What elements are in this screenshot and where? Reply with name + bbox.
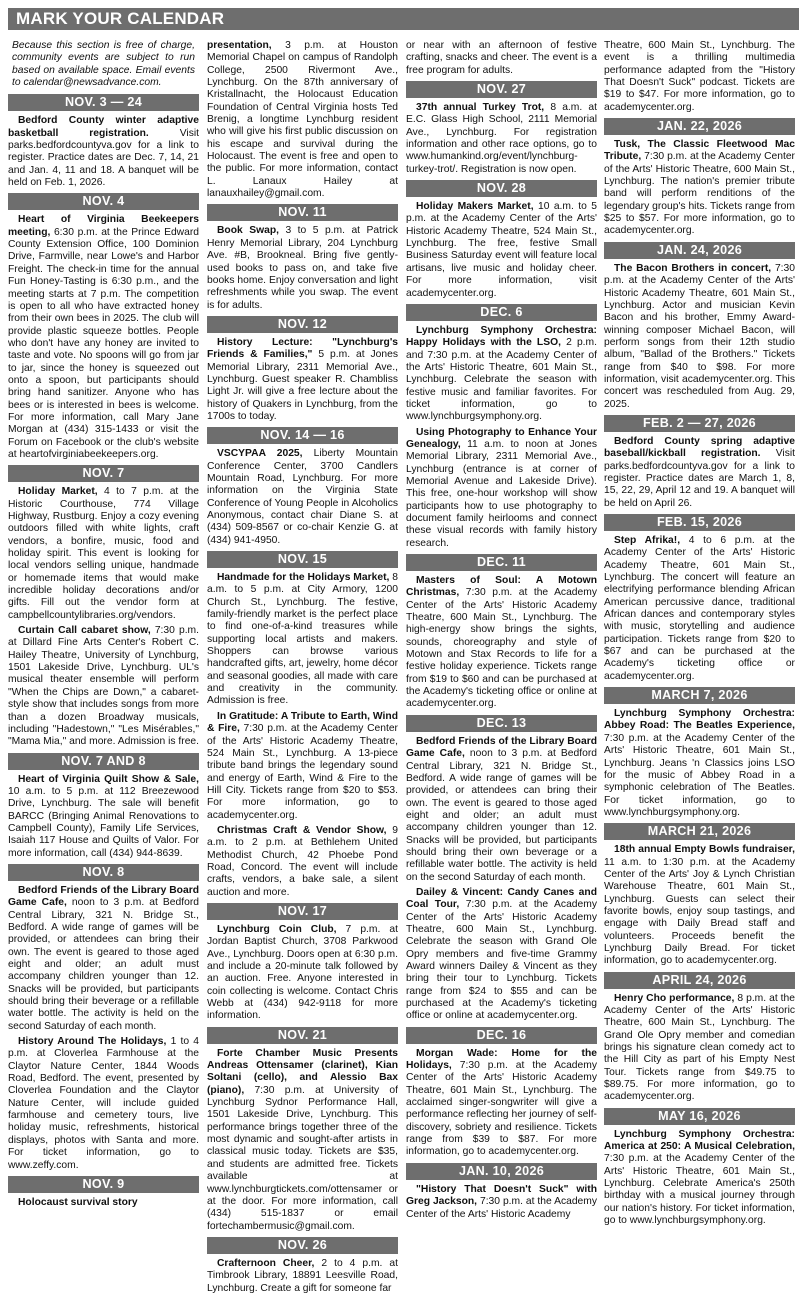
event-details: 10 a.m. to 5 p.m. at the Academy Center of the Arts' Historic Academy Theatre, 524 Main St., Lynchburg. The free, festive Small Business Saturday event will feature local artisans, live music and holiday cheer. For more information, visit academycenter.org. <box>406 201 597 299</box>
date-header: NOV. 8 <box>8 864 199 881</box>
event-details: or near with an afternoon of festive crafting, snacks and cheer. The event is a free program for adults. <box>406 40 597 76</box>
event-listing <box>406 575 597 711</box>
event-listing <box>406 427 597 550</box>
event-listing <box>8 1036 199 1172</box>
event-title: Dailey & Vincent: Candy Canes and Coal Tour, <box>406 886 597 911</box>
event-title: Bedford County spring adaptive baseball/kickball registration. <box>604 435 795 460</box>
event-details: Visit parks.bedfordcountyva.gov for a link to register. Practice dates are Dec. 7, 14, 21 and Jan. 4, 11 and 18. A banquet will be held on Feb. 1, 2026. <box>8 127 199 189</box>
event-details: 4 to 6 p.m. at the Academy Center of the Arts' Historic Academy Theatre, 601 Main St., Lynchburg. The concert will feature an electrifying performance blending African American percussive dance, traditional African dances and contemporary styles with music, storytelling and audience participation. Tickets range from $20 to $67 and can be purchased at the Academy's ticketing office or academycenter.org. <box>604 535 795 682</box>
event-details: noon to 3 p.m. at Bedford Central Library, 321 N. Bridge St., Bedford. A wide range of games will be provided, or attendees can bring their own. The event is geared to those aged eight and older; an adult must accompany children younger than 12. Snacks will be provided, but participants should bring their own beverage or a refillable water bottle. The activity is held on the second Saturday of each month. <box>406 748 597 883</box>
date-header: NOV. 4 <box>8 193 199 210</box>
event-title: Curtain Call cabaret show, <box>18 625 151 637</box>
column-3 <box>406 40 597 1262</box>
event-title: Christmas Craft & Vendor Show, <box>217 824 387 836</box>
event-details: Theatre, 600 Main St., Lynchburg. The event is a thrilling multimedia performance adapted from the "History That Doesn't Suck" podcast. Tickets are $19 to $47. For more information, go to academycenter.org. <box>604 40 795 113</box>
event-details: Visit parks.bedfordcountyva.gov for a link to register. Practice dates are March 1, 8, 15, 22, 29, April 12 and 19. A banquet will be held on April 26. <box>604 448 795 509</box>
event-listing <box>8 625 199 748</box>
event-details: 7:30 p.m. at the Academy Center of the Arts' Historic Academy Theatre, 600 Main St., Lynchburg. Celebrate the season with Grand Ole Opry members and five-time Grammy Award winners Dailey & Vincent as they bring their tour to Lynchburg. Tickets range from $24 to $55 and can be purchased at the Academy's ticketing office or online at academycenter.org. <box>406 899 597 1022</box>
event-details: 7:30 p.m. at the Academy Center of the Arts' Historic Theatre, 600 Main St., Lynchburg. The nation's premier tribute band will perform renditions of the legendary group's hits. Tickets range from $25 to $57. For more information, go to academycenter.org. <box>604 151 795 237</box>
event-details: 7:30 p.m. at the Academy Center of the Arts' Historic Academy <box>406 1196 597 1220</box>
date-header: NOV. 28 <box>406 180 597 197</box>
date-header: NOV. 7 AND 8 <box>8 753 199 770</box>
event-details: 3 to 5 p.m. at Patrick Henry Memorial Library, 204 Lynchburg Ave. #B, Brookneal. Bring five gently-used books to pass on, and take five books home. Enjoy conversation and light refreshments while you swap. The event is for adults. <box>207 225 398 311</box>
event-listing <box>207 1048 398 1233</box>
page-title: MARK YOUR CALENDAR <box>8 8 799 30</box>
event-listing <box>207 825 398 899</box>
event-details: 7:30 p.m. at Dillard Fine Arts Center's Robert C. Hailey Theatre, University of Lynchburg, 1501 Lakeside Drive, Lynchburg. UL's musical theater ensemble will perform "When the Chips are Down," a cabaret-style show that includes songs from more than a dozen Broadway musicals, including "Hadestown," "Les Misérables," "Mama Mia," and more. Admission is free. <box>8 625 200 748</box>
event-title: Using Photography to Enhance Your Genealogy, <box>406 426 597 450</box>
event-details: 3 p.m. at Houston Memorial Chapel on campus of Randolph College, 2500 Rivermont Ave., Lynchburg. On the 87th anniversary of Kristallnacht, the Holocaust Education Foundation of Central Virginia hosts Ted Brenig, a longtime Lynchburg resident who will give his first public discussion on his escape and survival during the Holocaust. The event is free and open to the public. For more information, contact L. Lanaux Hailey at lanauxhailey@gmail.com. <box>207 40 398 200</box>
event-details: 8 a.m. at E.C. Glass High School, 2111 Memorial Ave., Lynchburg. For registration information and other race options, go to www.humankind.org/event/lynchburg-turkey-trot/. Registration is now open. <box>406 102 597 175</box>
event-details: 7:30 p.m. at the Academy Center of the Arts' Historic Academy Theatre, 601 Main St., Lynchburg. The acclaimed singer-songwriter will give a performance reflecting her journey of self-discovery, sobriety and resilience. Tickets range from $39 to $87. For more information, go to academycenter.org. <box>406 1060 597 1158</box>
event-listing <box>207 225 398 311</box>
event-title: Heart of Virginia Beekeepers meeting, <box>8 214 199 238</box>
event-title: Lynchburg Coin Club, <box>217 923 337 935</box>
event-title: Holocaust survival story <box>18 1196 138 1208</box>
event-listing <box>207 1258 398 1295</box>
event-details: 10 a.m. to 5 p.m. at 112 Breezewood Drive, Lynchburg. The sale will benefit BARCC (Bringing Animal Renovations to Campbell County), Family Life Services, Isaiah 117 House and Quilts of Valor. For more information, call (434) 944-8639. <box>8 785 199 859</box>
event-title: The Bacon Brothers in concert, <box>614 262 772 274</box>
event-listing <box>8 885 199 1033</box>
event-title: Handmade for the Holidays Market, <box>217 572 390 584</box>
event-listing <box>406 736 597 884</box>
event-details: 11 a.m. to noon at Jones Memorial Library, 2311 Memorial Ave., Lynchburg (entrance is at corner of Memorial Avenue and Lakeside Drive). This free, one-hour workshop will show participants how to use photography to document family heirlooms and connect these visual records with family history research. <box>406 438 597 549</box>
event-listing <box>406 1184 597 1221</box>
event-listing <box>207 40 398 200</box>
event-title: VSCYPAA 2025, <box>217 448 303 460</box>
date-header: NOV. 9 <box>8 1176 199 1193</box>
date-header: NOV. 3 — 24 <box>8 94 199 111</box>
date-header: FEB. 15, 2026 <box>604 514 795 531</box>
date-header: NOV. 26 <box>207 1237 398 1254</box>
event-details: 8 p.m. at the Academy Center of the Arts' Historic Theatre, 600 Main St., Lynchburg. The Grand Ole Opry member and comedian brings his signature clean comedy act to the Hill City as part of his Empty Nest Tour. Tickets range from $49.75 to $89.75. For more information, go to academycenter.org. <box>604 992 795 1103</box>
event-listing <box>406 102 597 176</box>
date-header: MAY 16, 2026 <box>604 1108 795 1125</box>
event-details: 7 p.m. at Jordan Baptist Church, 3708 Parkwood Ave., Lynchburg. Doors open at 6:30 p.m. and include a 20-minute talk followed by an auction. Free. Anyone interested in coin collecting is welcome. Contact Chris Webb at (434) 942-9118 for more information. <box>207 923 398 1022</box>
event-title: Step Afrika!, <box>614 535 681 546</box>
event-listing <box>604 436 795 510</box>
date-header: DEC. 11 <box>406 554 597 571</box>
event-listing <box>8 1197 199 1209</box>
event-title: Book Swap, <box>217 225 279 237</box>
event-details: 6:30 p.m. at the Prince Edward County Extension Office, 100 Dominion Drive, Farmville, near Lowe's and Harbor Freight. The check-in time for the annual Fun Honey-Tasting is 6:30 p.m., and the meeting starts at 7 p.m. The competition is open to all who have extracted honey from their own bees in 2025. The club will provide plastic squeeze bottles. People who don't have any honey are invited to taste and vote. No spoons will go from jar to jar, since the honey is squeezed out onto a spoon, but participants should bring hand sanitizer. Anyone who has bees or is interested in bees is welcome. For more information, call Mary Jane Morgan at (434) 315-1433 or visit the Forum on Facebook or the club's website at heartofvirginiabeekeepers.org. <box>8 226 199 460</box>
event-listing <box>406 40 597 77</box>
event-details: 4 to 7 p.m. at the Historic Courthouse, 774 Village Highway, Rustburg. Enjoy a cozy evening outdoors filled with white lights, craft vendors, a bonfire, music, food and holiday spirit. This event is looking for local vendors selling unique, handmade or homemade items that would make incredible holiday decorations and/or gifts. Fill out the vendor form at campbellcountylibraries.org/vendors. <box>8 486 200 621</box>
event-listing <box>406 887 597 1023</box>
date-header: NOV. 17 <box>207 903 398 920</box>
event-listing <box>8 115 199 189</box>
date-header: MARCH 21, 2026 <box>604 823 795 840</box>
event-listing <box>406 1048 597 1159</box>
event-details: 11 a.m. to 1:30 p.m. at the Academy Center of the Arts' Joy & Lynch Christian Warehouse Theatre, 601 Main St., Lynchburg. Guests can select their favorite bowls, enjoy soup tastings, and engage with Daily Bread staff and volunteers. Proceeds benefit the Lynchburg Daily Bread. For ticket information, go to academycenter.org. <box>604 856 795 967</box>
event-details: 7:30 p.m. at the Academy Center of the Arts' Historic Theatre, 601 Main St., Lynchburg. Jeans 'n Classics joins LSO for the music of Abbey Road in a symphonic celebration of The Beatles. For ticket information, go to www.lynchburgsymphony.org. <box>604 732 795 818</box>
column-1 <box>8 40 199 1262</box>
date-header: DEC. 16 <box>406 1027 597 1044</box>
date-header: MARCH 7, 2026 <box>604 687 795 704</box>
date-header: NOV. 15 <box>207 551 398 568</box>
event-details: 9 a.m. to 2 p.m. at Bethlehem United Methodist Church, 42 Phoebe Pond Road, Concord. The event will include crafts, vendors, a bake sale, a silent auction and more. <box>207 824 398 898</box>
event-listing <box>8 774 199 860</box>
event-listing <box>406 201 597 300</box>
date-header: APRIL 24, 2026 <box>604 972 795 989</box>
event-details: noon to 3 p.m. at Bedford Central Library, 321 N. Bridge St., Bedford. A wide range of games will be provided, or attendees can bring their own. The event is geared to those aged eight and older; an adult must accompany children younger than 12. Snacks will be provided, but participants should bring their beverage or a refillable water bottle. The activity is held on the second Saturday of each month. <box>8 897 199 1032</box>
event-title: In Gratitude: A Tribute to Earth, Wind & Fire, <box>207 710 398 735</box>
event-details: 7:30 p.m. at the Academy Center of the Arts' Historic Academy Theatre, 601 Main St., Lynchburg. Actor and musician Kevin Bacon and his brother, Emmy Award-winning composer Michael Bacon, will perform songs from their 12th studio album, "Ballad of the Brothers." Tickets range from $40 to $98. For more information, visit academycenter.org. This concert was rescheduled from Aug. 29, 2025. <box>604 262 795 410</box>
event-title: History Around The Holidays, <box>18 1036 167 1048</box>
event-title: Bedford Friends of the Library Board Game Cafe, <box>406 735 597 760</box>
column-4 <box>604 40 795 1262</box>
event-details: Liberty Mountain Conference Center, 3700 Candlers Mountain Road, Lynchburg. For more information on the Virginia State Conference of Young People in Alcoholics Anonymous, contact chair Diane S. at (434) 509-8567 or co-chair Kenzie G. at (434) 941-4950. <box>207 448 398 546</box>
event-title: "History That Doesn't Suck" with Greg Jackson, <box>406 1183 597 1208</box>
event-title: Lynchburg Symphony Orchestra: Happy Holidays with the LSO, <box>406 324 597 349</box>
event-title: Holiday Market, <box>18 486 98 498</box>
event-listing <box>8 214 199 461</box>
event-listing <box>207 711 398 822</box>
date-header: FEB. 2 — 27, 2026 <box>604 415 795 432</box>
event-title: Crafternoon Cheer, <box>217 1257 315 1269</box>
event-listing <box>207 337 398 423</box>
event-title: Forte Chamber Music Presents Andreas Ottensamer (clarinet), Kian Soltani (cello), and Alessio Bax (piano), <box>207 1047 398 1096</box>
date-header: NOV. 11 <box>207 204 398 221</box>
event-listing <box>604 40 795 114</box>
event-title: Lynchburg Symphony Orchestra: America at 250: A Musical Celebration, <box>604 1128 795 1153</box>
event-listing <box>604 1129 795 1228</box>
event-listing <box>604 535 795 683</box>
event-details: 1 to 4 p.m. at Cloverlea Farmhouse at the Claytor Nature Center, 1844 Woods Road, Bedford. The event, presented by Cloverlea Foundation and the Claytor Nature Center, will include guided farmhouse and cemetery tours, live holiday music, refreshments, historical displays, photos with Santa and more. For ticket information, go to www.zeffy.com. <box>8 1036 199 1171</box>
event-details: 8 a.m. to 5 p.m. at City Armory, 1200 Church St., Lynchburg. The festive, family-friendly market is the perfect place to find one-of-a-kind treasures while supporting local artists and makers. Shoppers can browse various handcrafted gifts, art, jewelry, home décor and seasonal goodies, all made with care and creativity in the community. Admission is free. <box>207 572 398 707</box>
event-details: 2 p.m. and 7:30 p.m. at the Academy Center of the Arts' Historic Theatre, 601 Main St., Lynchburg. Celebrate the season with festive music and familiar favorites. For ticket information, go to www.lynchburgsymphony.org. <box>406 337 597 423</box>
event-listing <box>207 572 398 708</box>
event-details: 2 to 4 p.m. at Timbrook Library, 18891 Leesville Road, Lynchburg. Create a gift for someone far <box>207 1257 398 1294</box>
event-listing <box>207 448 398 547</box>
event-title: 37th annual Turkey Trot, <box>416 102 545 114</box>
event-title: presentation, <box>207 40 272 51</box>
date-header: NOV. 14 — 16 <box>207 427 398 444</box>
event-listing <box>406 325 597 424</box>
event-listing <box>8 486 199 622</box>
event-listing <box>207 924 398 1023</box>
event-title: Bedford Friends of the Library Board Game Cafe, <box>8 884 199 909</box>
event-title: 18th annual Empty Bowls fundraiser, <box>614 844 795 856</box>
event-details: 7:30 p.m. at the Academy Center of the Arts' Historic Academy Theatre, 524 Main St., Lynchburg. A 13-piece tribute band brings the legendary sound and energy of Earth, Wind & Fire to the Hill City. Tickets range from $20 to $53. For more information, go to academycenter.org. <box>207 723 398 821</box>
event-details: 7:30 p.m. at the Academy Center of the Arts' Historic Academy Theatre, 600 Main St., Lynchburg. The high-energy show brings the sights, sounds, choreography and style of Motown and Stax Records to life for a festive holiday experience. Tickets range from $19 to $60 and can be purchased at the Academy's ticketing office or online at academycenter.org. <box>406 587 597 710</box>
date-header: DEC. 6 <box>406 304 597 321</box>
event-title: Henry Cho performance, <box>614 992 735 1004</box>
date-header: DEC. 13 <box>406 715 597 732</box>
date-header: JAN. 10, 2026 <box>406 1163 597 1180</box>
event-title: Masters of Soul: A Motown Christmas, <box>406 575 597 599</box>
event-listing <box>604 993 795 1104</box>
date-header: NOV. 21 <box>207 1027 398 1044</box>
event-details: 7:30 p.m. at University of Lynchburg Sydnor Performance Hall, 1501 Lakeside Drive, Lynchburg. This performance brings together three of the most dynamic and sought-after artists in classical music today. Tickets are $35, and students are admitted free. Tickets available at www.lynchburgtickets.com/ottensamer or at the door. For more information, call (434) 515-1837 or email fortechambermusic@gmail.com. <box>207 1084 398 1232</box>
event-details: 7:30 p.m. at the Academy Center of the Arts' Historic Theatre, 601 Main St., Lynchburg. Celebrate America's 250th birthday with a musical journey through our nation's history. For ticket information, go to www.lynchburgsymphony.org. <box>604 1153 795 1227</box>
event-listing <box>604 844 795 967</box>
event-title: Morgan Wade: Home for the Holidays, <box>406 1047 597 1072</box>
event-details: 5 p.m. at Jones Memorial Library, 2311 Memorial Ave., Lynchburg. Guest speaker R. Chambliss Light Jr. will give a free lecture about the history of Quakers in Lynchburg, from the 1700s to today. <box>207 349 398 422</box>
intro-note: Because this section is free of charge, community events are subject to run based on available space. Email events to calendar@newsadvance.com. <box>12 40 195 89</box>
date-header: JAN. 24, 2026 <box>604 242 795 259</box>
event-title: Heart of Virginia Quilt Show & Sale, <box>18 773 199 785</box>
event-title: Holiday Makers Market, <box>416 201 534 213</box>
column-2 <box>207 40 398 1294</box>
event-listing <box>604 263 795 411</box>
date-header: NOV. 27 <box>406 81 597 98</box>
event-title: Bedford County winter adaptive basketball registration. <box>8 115 199 139</box>
event-listing <box>604 708 795 819</box>
date-header: JAN. 22, 2026 <box>604 118 795 135</box>
event-title: History Lecture: "Lynchburg's Friends & Families," <box>207 336 398 361</box>
date-header: NOV. 12 <box>207 316 398 333</box>
event-listing <box>604 139 795 238</box>
event-title: Lynchburg Symphony Orchestra: Abbey Road: The Beatles Experience, <box>604 708 795 732</box>
event-title: Tusk, The Classic Fleetwood Mac Tribute, <box>604 139 795 163</box>
date-header: NOV. 7 <box>8 465 199 482</box>
